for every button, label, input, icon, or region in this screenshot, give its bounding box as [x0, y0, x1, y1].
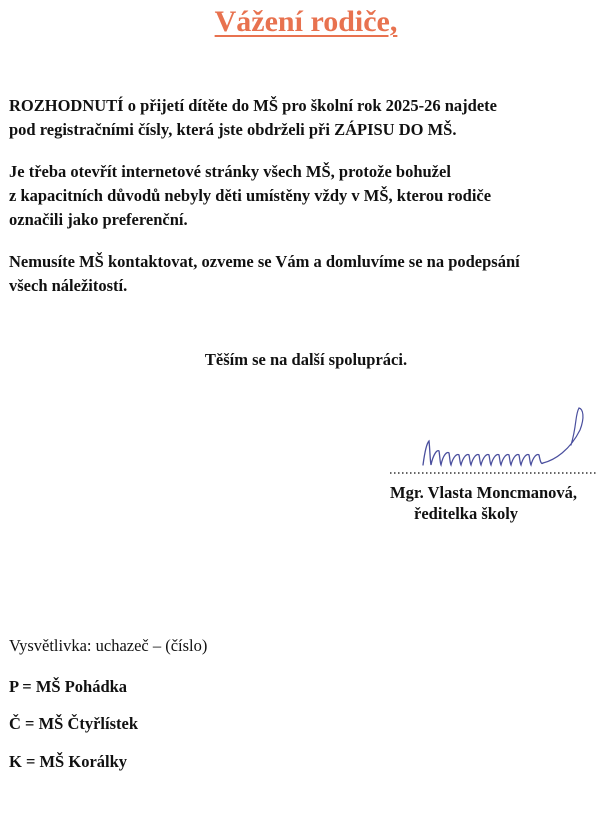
closing-line: Těším se na další spolupráci. — [204, 350, 408, 369]
signatory-name: Mgr. Vlasta Moncmanová, — [390, 483, 577, 502]
letter-heading: Vážení rodiče, — [214, 5, 398, 38]
decision-paragraph — [9, 94, 604, 142]
legend-item: K = MŠ Korálky — [9, 752, 128, 771]
paragraph-line: Nemusíte MŠ kontaktovat, ozveme se Vám a domluvíme se na podepsání — [9, 252, 520, 271]
legend-item: P = MŠ Pohádka — [9, 677, 128, 696]
paragraph-line: z kapacitních důvodů nebyly děti umístěny vždy v MŠ, kterou rodiče — [9, 186, 492, 205]
paragraph-line: ROZHODNUTÍ o přijetí dítěte do MŠ pro školní rok 2025-26 najdete — [9, 96, 497, 115]
signature — [385, 405, 605, 480]
paragraph-line: označili jako preferenční. — [9, 210, 188, 229]
signatory-role: ředitelka školy — [414, 504, 519, 523]
paragraph-line: všech náležitostí. — [9, 276, 128, 295]
paragraph-line: Je třeba otevřít internetové stránky všech MŠ, protože bohužel — [9, 162, 451, 181]
legend-title: Vysvětlivka: uchazeč – (číslo) — [9, 636, 208, 655]
legend-item: Č = MŠ Čtyřlístek — [9, 714, 139, 733]
handwritten-signature — [385, 405, 605, 480]
contact-paragraph — [9, 250, 604, 298]
paragraph-line: pod registračními čísly, která jste obdrželi při ZÁPISU DO MŠ. — [9, 120, 457, 139]
websites-paragraph — [9, 160, 604, 232]
